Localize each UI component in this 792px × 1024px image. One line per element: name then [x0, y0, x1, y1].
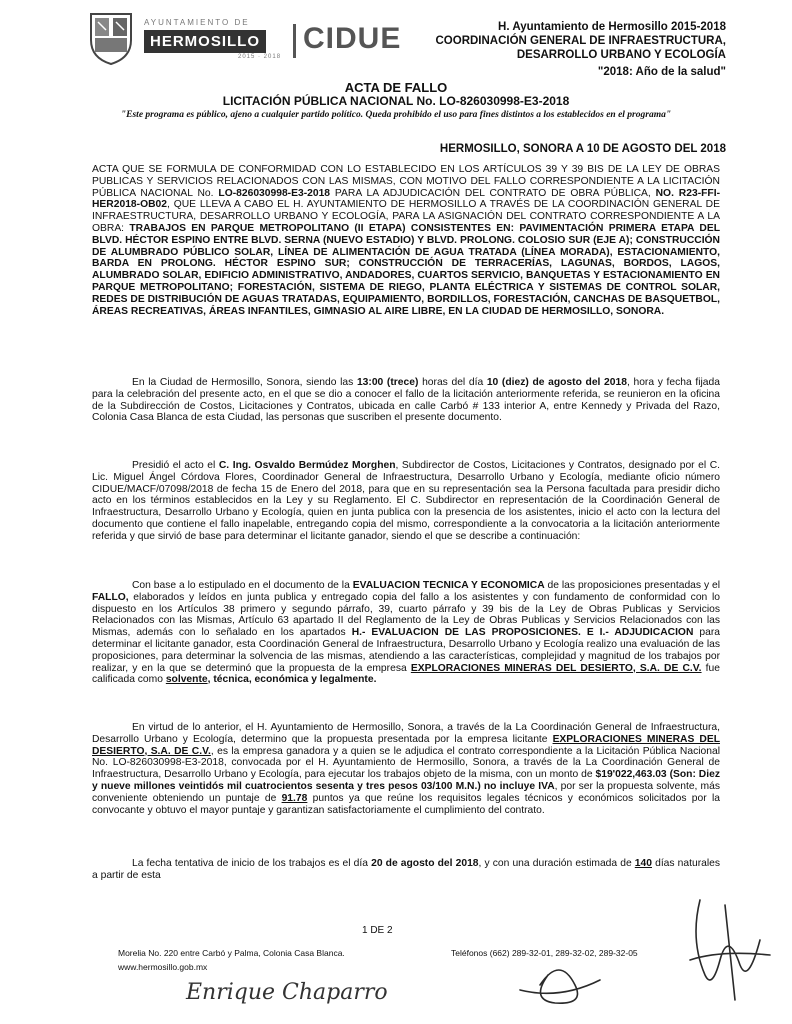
logo-cidue-text: CIDUE [303, 22, 402, 55]
place-date: HERMOSILLO, SONORA A 10 DE AGOSTO DEL 2018 [439, 143, 726, 155]
signature-center [520, 970, 600, 1003]
text-run-bold: LO-826030998-E3-2018 [218, 187, 331, 199]
paragraph-start-date [92, 858, 720, 882]
text-run: , hora y fecha fijada para la celebración del presente acto, en el que se dio a conocer el fallo de la licitación anteriormente referida, se reunieron en la oficina de la Subdirección de Costos, Licitaciones y Contratos, ubicada en calle Carbó # 133 interior A, entre Kennedy y Privada del Razo, Colonia Casa Blanca de esta Ciudad, las personas que suscriben el presente documento. [92, 377, 720, 424]
logo-years-text: 2015 · 2018 [238, 54, 282, 60]
logo-ayuntamiento-text: AYUNTAMIENTO DE [144, 18, 250, 27]
footer-address: Morelia No. 220 entre Carbó y Palma, Colonia Casa Blanca. [118, 948, 345, 958]
text-run: En virtud de lo anterior, el H. Ayuntamiento de Hermosillo, Sonora, a través de la La Coordinación General de Infraestructura, Desarrollo Urbano y Ecología, determino que la propuesta presentada por la empresa licitante [92, 722, 720, 745]
page-number: 1 DE 2 [362, 925, 393, 936]
text-run: elaborados y leídos en junta publica y entregado copia del fallo a los asistentes y con fundamento de conformidad con lo dispuesto en los Artículos 38 primero y segundo párrafo, 39, cuarto párrafo y 39 bis de la Ley de Obras Publicas y Servicios Relacionados con las Mismas, Artículo 63 apartado II del Reglamento de la Ley de Obras Publicas y Servicios Relacionados con las Mismas, además con lo señalado en los apartados [92, 591, 720, 639]
text-run: Con base a lo estipulado en el documento de la [132, 580, 353, 591]
contract-amount: $19'022,463.03 (Son: Diez y nueve millones veintidós mil cuatrocientos sesenta y tres pesos 03/100 M.N.) no incluye IVA [92, 769, 720, 792]
text-run: puntos ya que reúne los requisitos legales técnicos y económicos solicitados por la convocante y obtuvo el mayor puntaje y garantizan satisfactoriamente el cumplimiento del contrato. [92, 792, 720, 816]
text-run: , es la empresa ganadora y a quien se le adjudica el contrato correspondiente a la Licitación Pública Nacional No. LO-826030998-E3-2018, convocada por el H. Ayuntamiento de Hermosillo, Sonora, a través de la La Coordinación General de Infraestructura, Desarrollo Urbano y Ecología, para ejecutar los trabajos objeto de la misma, con un monto de [92, 745, 720, 781]
score-value: 91.78 [281, 792, 308, 804]
footer-website: www.hermosillo.gob.mx [118, 962, 208, 972]
start-date: 20 de agosto del 2018 [371, 858, 479, 869]
text-run: PARA LA ADJUDICACIÓN DEL CONTRATO DE OBRA PÚBLICA, [330, 187, 656, 199]
text-run: de las proposiciones presentadas y el [544, 580, 720, 591]
program-disclaimer: "Este programa es público, ajeno a cualquier partido político. Queda prohibido el uso para fines distintos a los establecidos en el programa" [120, 110, 672, 120]
header-institution [436, 20, 727, 62]
text-run: , QUE LLEVA A CABO EL H. AYUNTAMIENTO DE HERMOSILLO A TRAVÉS DE LA COORDINACIÓN GENERAL DE INFRAESTRUCTURA, DESARROLLO URBANO Y ECOLOGÍA, PARA LA ASIGNACIÓN DEL CONTRATO CORRESPONDIENTE A LA OBRA: [92, 199, 720, 234]
text-run: Presidió el acto el [132, 460, 219, 471]
text-run: ACTA QUE SE FORMULA DE CONFORMIDAD CON LO ESTABLECIDO EN LOS ARTÍCULOS 39 Y 39 BIS DE LA LEY DE OBRAS PUBLICAS Y SERVICIOS RELACIONADOS CON LAS MISMAS, CON MOTIVO DEL FALLO CORRESPONDIENTE A LA LICITACIÓN PÚBLICA NACIONAL No. [92, 164, 720, 199]
winning-company: EXPLORACIONES MINERAS DEL DESIERTO, S.A. DE C.V. [410, 662, 702, 674]
header-slogan: "2018: Año de la salud" [597, 66, 726, 78]
text-run-bold: FALLO, [92, 591, 129, 603]
document-subtitle: LICITACIÓN PÚBLICA NACIONAL No. LO-826030998-E3-2018 [222, 94, 570, 108]
text-run: , y con una duración estimada de [478, 858, 635, 869]
text-run-bold: , técnica, económica y legalmente. [207, 674, 377, 686]
text-run: para determinar el licitante ganador, esta Coordinación General de Infraestructura, Desarrollo Urbano y Ecología realizo una evaluación de las proposiciones, para determinar la solvencia de las mismas, atendiendo a las características, complejidad y magnitud de los trabajos por realizar, y en la que se determinó que la propuesta de la empresa [92, 627, 720, 674]
text-run-bold: 10 (diez) de agosto del 2018 [486, 377, 627, 388]
header-line-2: COORDINACIÓN GENERAL DE INFRAESTRUCTURA, [435, 35, 726, 47]
work-description: TRABAJOS EN PARQUE METROPOLITANO (II ETAPA) CONSISTENTES EN: PAVIMENTACIÓN PRIMERA ETAPA DEL BLVD. HÉCTOR ESPINO ENTRE BLVD. SERNA (NUEVO ESTADIO) Y BLVD. PROLONG. COLOSIO SUR (EJE A); CONSTRUCCIÓN DE ALUMBRADO PÚBLICO SOLAR, LÍNEA DE ALIMENTACIÓN DE AGUA TRATADA (LÍNEA MORADA), ESTACIONAMIENTO, BARDA EN PROLONG. HÉCTOR ESPINO SUR; CONSTRUCCIÓN DE TERRACERÍAS, LAGUNAS, BORDOS, LAGOS, ALUMBRADO SOLAR, EDIFICIO ADMINISTRATIVO, ANDADORES, CUARTOS SERVICIO, BANQUETAS Y ESTACIONAMIENTO EN PARQUE METROPOLITANO; FORESTACIÓN, SISTEMA DE RIEGO, PLANTA ELÉCTRICA Y SISTEMAS DE CONTROL SOLAR, REDES DE DISTRIBUCIÓN DE AGUAS TRATADAS, EQUIPAMIENTO, BORDILLOS, FORESTACIÓN, CANCHAS DE BASQUETBOL, ÁREAS RECREATIVAS, ÁREAS INFANTILES, GIMNASIO AL AIRE LIBRE, EN LA CIUDAD DE HERMOSILLO, SONORA. [92, 222, 720, 317]
header-line-1: H. Ayuntamiento de Hermosillo 2015-2018 [498, 21, 726, 33]
text-run: horas del día [418, 377, 487, 388]
coat-of-arms-icon [88, 10, 134, 66]
text-run-bold: solvente [165, 674, 208, 686]
winning-company: EXPLORACIONES MINERAS DEL DESIERTO, S.A. DE C.V. [92, 733, 720, 757]
text-run-bold: NO. R23-FFI-HER2018-OB02 [92, 187, 720, 211]
text-run: días naturales a partir de esta [92, 858, 721, 881]
handwritten-name: Enrique Chaparro [186, 980, 388, 1005]
text-run: , por ser la propuesta solvente, más conveniente obteniendo un puntaje de [92, 780, 720, 804]
text-run: , Subdirector de Costos, Licitaciones y Contratos, designado por el C. Lic. Miguel Ángel Córdova Flores, Coordinador General de Infraestructura, Desarrollo Urbano y Ecología, mediante oficio número CIDUE/MACF/07098/2018 de fecha 15 de Enero del 2018, para que en su representación sea la Persona facultada para presidir dicho acto en los términos establecidos en la Ley y su Reglamento. El C. Subdirector en representación de la Coordinación General de Infraestructura, Desarrollo Urbano y Ecología, quien en junta publica con la presencia de los asistentes, inicio el acto con la lectura del documento que contiene el fallo inapelable, entregando copia del mismo, correspondiente a la convocatoria a la licitación anteriormente referida y que sirvió de base para determinar el licitante ganador, siendo el que se describe a continuación: [92, 460, 721, 542]
text-run-bold: C. Ing. Osvaldo Bermúdez Morghen [218, 460, 396, 471]
paragraph-preamble [92, 164, 720, 317]
text-run: fue calificada como [92, 662, 720, 686]
header-logo [88, 8, 402, 72]
document-title: ACTA DE FALLO [344, 80, 448, 95]
text-run-bold: EVALUACION TECNICA Y ECONOMICA [352, 580, 545, 591]
logo-hermosillo-text: HERMOSILLO [144, 30, 266, 53]
paragraph-presidency [92, 460, 720, 543]
duration-days: 140 [634, 858, 652, 869]
text-run-bold: H.- EVALUACION DE LAS PROPOSICIONES. E I.- ADJUDICACION [351, 627, 694, 639]
paragraph-award [92, 722, 720, 816]
logo-divider [293, 24, 296, 58]
text-run-bold: 13:00 (trece) [356, 377, 419, 388]
text-run: En la Ciudad de Hermosillo, Sonora, siendo las [132, 377, 357, 388]
header-line-3: DESARROLLO URBANO Y ECOLOGÍA [516, 49, 726, 61]
text-run: La fecha tentativa de inicio de los trabajos es el día [132, 858, 372, 869]
paragraph-evaluation [92, 580, 720, 686]
paragraph-meeting [92, 377, 720, 424]
signature-right [690, 900, 770, 1000]
footer-phones: Teléfonos (662) 289-32-01, 289-32-02, 289-32-05 [451, 948, 638, 958]
